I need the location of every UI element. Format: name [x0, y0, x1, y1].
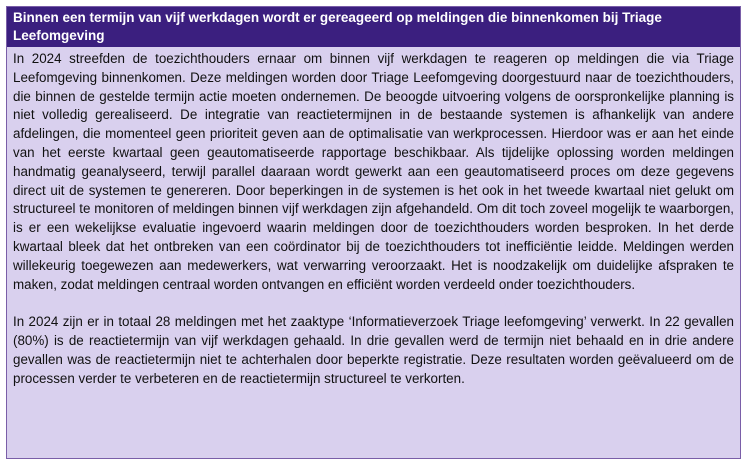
paragraph-2: In 2024 zijn er in totaal 28 meldingen met het zaaktype ‘Informatieverzoek Triage leefomgeving’ verwerkt. In 22 gevallen (80%) is de reactietermijn van vijf werkdagen gehaald. In drie gevallen werd de termijn niet behaald en in drie andere gevallen was de reactietermijn niet te achterhalen door beperkte registratie. Deze resultaten worden geëvalueerd om de processen verder te verbeteren en de reactietermijn structureel te verkorten.	[13, 314, 734, 386]
paragraph-1: In 2024 streefden de toezichthouders ernaar om binnen vijf werkdagen te reageren op meldingen die via Triage Leefomgeving binnenkomen. Deze meldingen worden door Triage Leefomgeving doorgestuurd naar de toezichthouders, die binnen de gestelde termijn actie moeten ondernemen. De beoogde uitvoering volgens de oorspronkelijke planning is niet volledig gerealiseerd. De integratie van reactietermijnen in de bestaande systemen is afhankelijk van andere afdelingen, die momenteel geen prioriteit geven aan de optimalisatie van werkprocessen. Hierdoor was er aan het einde van het eerste kwartaal geen geautomatiseerde rapportage beschikbaar. Als tijdelijke oplossing worden meldingen handmatig geanalyseerd, terwijl parallel daaraan wordt gewerkt aan een geautomatiseerd proces om deze gegevens direct uit de systemen te genereren. Door beperkingen in de systemen is het ook in het tweede kwartaal niet gelukt om structureel te monitoren of meldingen binnen vijf werkdagen zijn afgehandeld. Om dit toch zoveel mogelijk te waarborgen, is er een wekelijkse evaluatie ingevoerd waarin meldingen door de toezichthouders worden besproken. In het derde kwartaal bleek dat het ontbreken van een coördinator bij de toezichthouders tot inefficiëntie leidde. Meldingen werden willekeurig toegewezen aan medewerkers, wat verwarring veroorzaakt. Het is noodzakelijk om duidelijke afspraken te maken, zodat meldingen centraal worden ontvangen en efficiënt worden verdeeld onder toezichthouders.	[13, 51, 734, 292]
box-content	[7, 47, 740, 388]
text-box	[6, 6, 741, 459]
box-title: Binnen een termijn van vijf werkdagen wordt er gereageerd op meldingen die binnenkomen bij Triage Leefomgeving	[7, 7, 740, 47]
